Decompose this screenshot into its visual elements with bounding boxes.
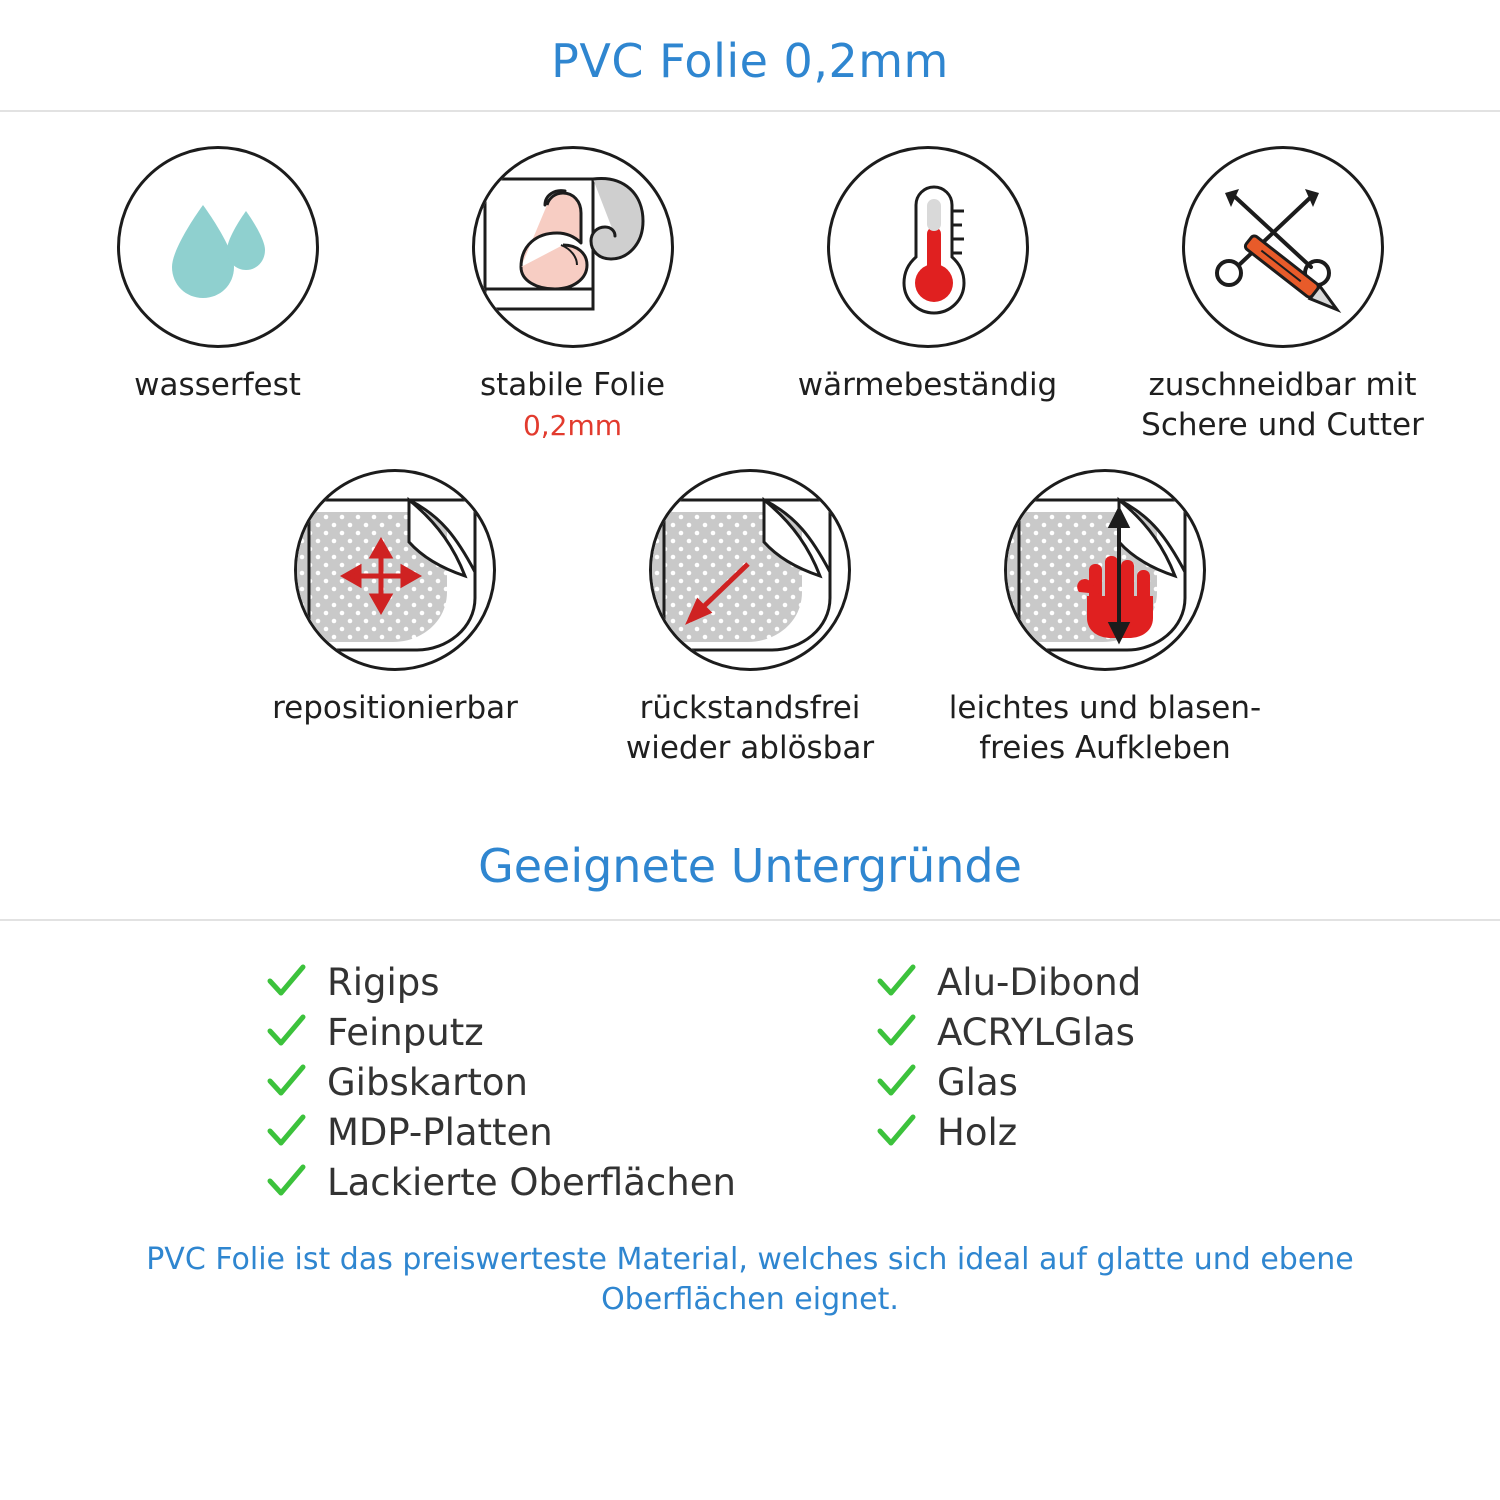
list-item (875, 961, 1235, 1004)
check-icon (875, 1061, 917, 1103)
feature-caption (585, 689, 915, 768)
feature-icon-circle (294, 469, 496, 671)
feature-rueckstandsfrei (573, 469, 928, 768)
list-item (265, 1061, 785, 1104)
footnote-text: PVC Folie ist das preiswerteste Material, welches sich ideal auf glatte und ebene Oberflächen eignet. (146, 1241, 1354, 1318)
feature-stabile-folie (395, 146, 750, 444)
substrate-label: Feinputz (327, 1010, 484, 1054)
check-icon (265, 1061, 307, 1103)
list-item (875, 1111, 1235, 1154)
feature-caption (480, 366, 665, 444)
feature-repositionierbar (218, 469, 573, 729)
feature-caption (940, 689, 1270, 768)
water-drops-icon (120, 149, 316, 345)
scissors-cutter-icon (1185, 149, 1381, 345)
feature-icon-circle (472, 146, 674, 348)
list-item (875, 1011, 1235, 1054)
substrate-label: MDP-Platten (327, 1110, 553, 1154)
check-icon (875, 1011, 917, 1053)
check-icon (265, 1111, 307, 1153)
feature-icon-circle (827, 146, 1029, 348)
feature-waermebestaendig (750, 146, 1105, 406)
feature-label: wärmebeständig (797, 367, 1058, 403)
check-icon (265, 1161, 307, 1203)
substrates-heading: Geeignete Untergründe (478, 838, 1022, 893)
feature-sublabel: 0,2mm (522, 408, 623, 442)
substrate-label: Gibskarton (327, 1060, 528, 1104)
substrate-label: Alu-Dibond (937, 960, 1142, 1004)
check-icon (265, 961, 307, 1003)
feature-label: wasserfest (134, 367, 301, 403)
feature-icon-circle (649, 469, 851, 671)
substrate-label: Rigips (327, 960, 440, 1004)
feature-label: zuschneidbar mit Schere und Cutter (1141, 367, 1424, 443)
check-icon (875, 961, 917, 1003)
strong-arm-foil-icon (475, 149, 671, 345)
feature-caption (798, 366, 1058, 406)
substrates-section (0, 921, 1500, 1204)
feature-label: repositionierbar (272, 690, 518, 727)
feature-icon-circle (117, 146, 319, 348)
list-item (875, 1061, 1235, 1104)
feature-zuschneidbar (1105, 146, 1460, 445)
substrate-label: Holz (937, 1110, 1018, 1154)
feature-aufkleben (928, 469, 1283, 768)
check-icon (875, 1111, 917, 1153)
feature-label: leichtes und blasen- freies Aufkleben (948, 690, 1262, 767)
list-item (265, 961, 785, 1004)
list-item (265, 1111, 785, 1154)
list-item (265, 1161, 785, 1204)
list-item (265, 1011, 785, 1054)
feature-icon-circle (1182, 146, 1384, 348)
substrate-label: Glas (937, 1060, 1018, 1104)
hand-smoothing-icon (1007, 472, 1203, 668)
reposition-arrows-icon (297, 472, 493, 668)
substrates-column-right (875, 961, 1235, 1204)
substrate-label: ACRYLGlas (937, 1010, 1135, 1054)
substrates-column-left (265, 961, 785, 1204)
feature-caption (272, 689, 518, 729)
page-title: PVC Folie 0,2mm (551, 34, 949, 88)
features-section (0, 112, 1500, 769)
feature-label: stabile Folie (479, 367, 666, 403)
feature-caption (1118, 366, 1448, 445)
feature-row-top (0, 146, 1500, 445)
feature-wasserfest (40, 146, 395, 406)
substrate-label: Lackierte Oberflächen (327, 1160, 736, 1204)
feature-row-bottom (0, 469, 1500, 768)
feature-label: rückstandsfrei wieder ablösbar (625, 690, 875, 767)
thermometer-icon (830, 149, 1026, 345)
feature-caption (134, 366, 301, 406)
peel-off-arrow-icon (652, 472, 848, 668)
check-icon (265, 1011, 307, 1053)
feature-icon-circle (1004, 469, 1206, 671)
